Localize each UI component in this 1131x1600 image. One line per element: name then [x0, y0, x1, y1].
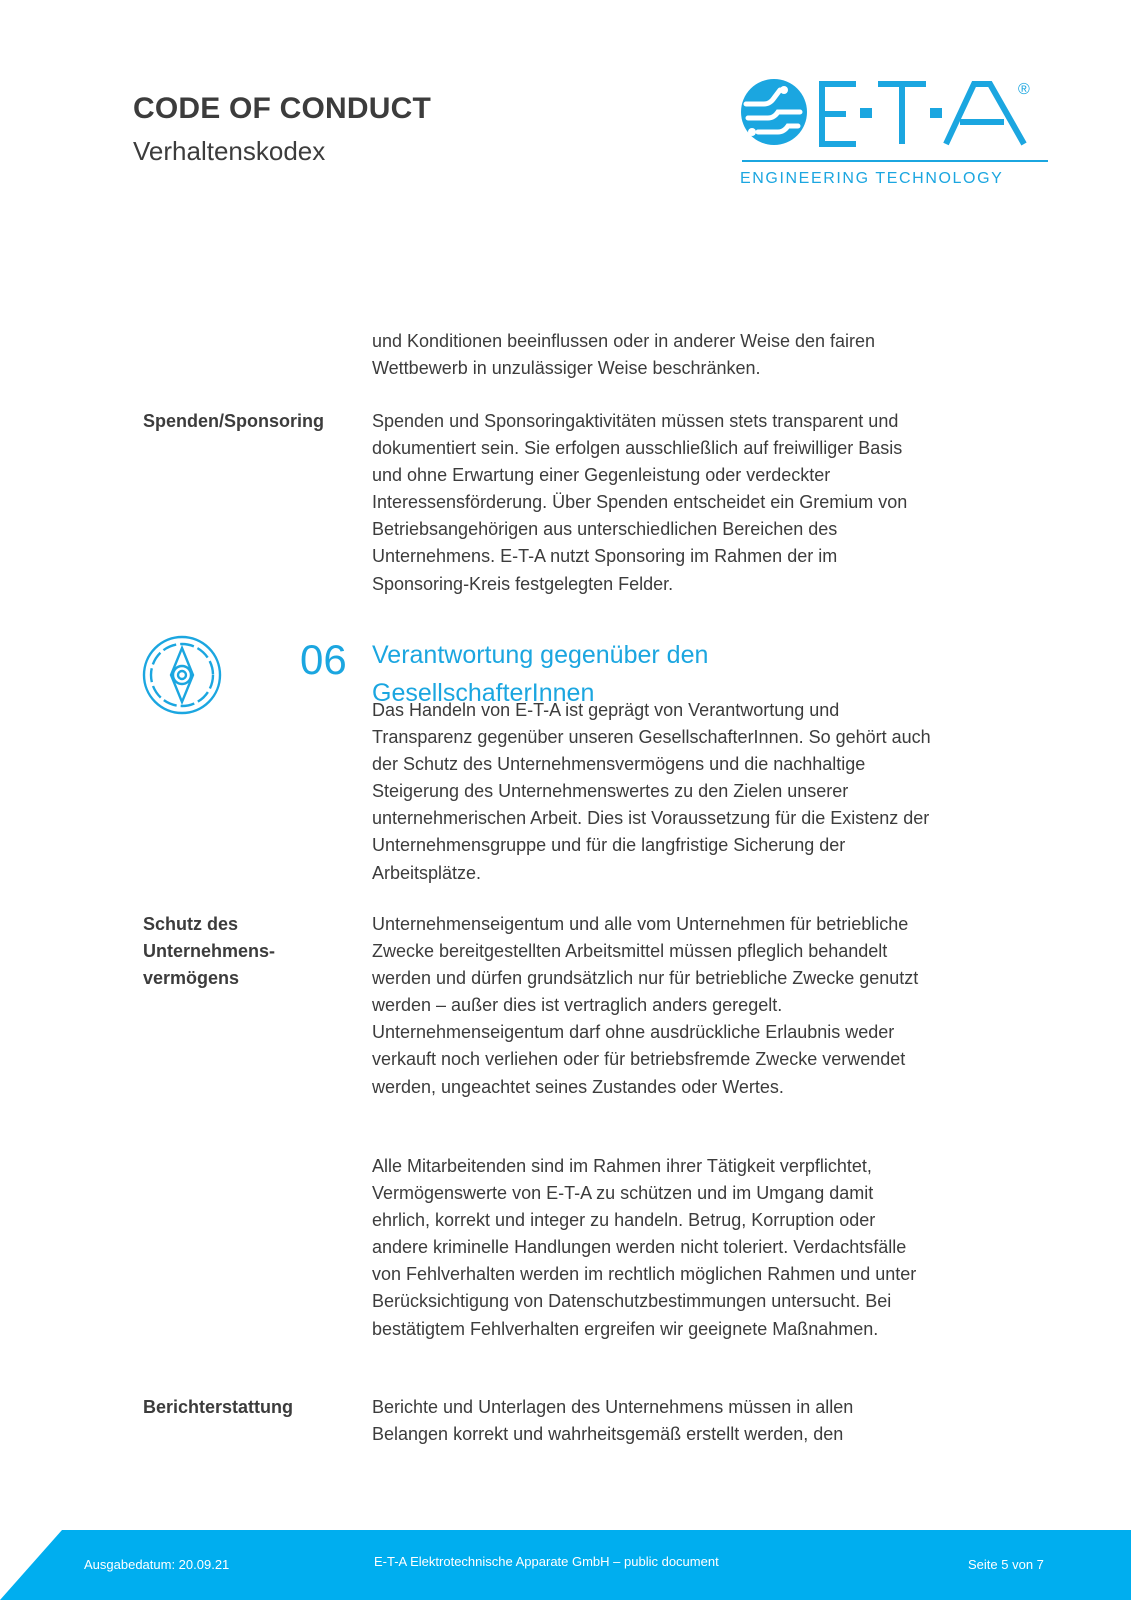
bericht-label: Berichterstattung [143, 1397, 294, 1417]
compass-icon [141, 634, 223, 716]
footer-company: E-T-A Elektrotechnische Apparate GmbH – public document [374, 1554, 719, 1569]
spenden-paragraph: Spenden und Sponsoringaktivitäten müssen stets transparent und dokumentiert sein. Sie erfolgen ausschließlich auf freiwilliger Basis und ohne Erwartung einer Gegenleistung oder verdeckter Interessensförderung. Über Spenden entscheidet ein Gremium von Betriebsangehörigen aus unterschiedlichen Bereichen des Unternehmens. E-T-A nutzt Sponsoring im Rahmen der im Sponsoring-Kreis festgelegten Felder. [372, 411, 908, 594]
circuit-emblem-icon [741, 79, 807, 145]
schutz-paragraph-2: Alle Mitarbeitenden sind im Rahmen ihrer Tätigkeit verpflichtet, Vermögenswerte von E-T-A zu schützen und im Umgang damit ehrlich, korrekt und integer zu handeln. Betrug, Korruption oder andere kriminelle Handlungen werden nicht toleriert. Verdachtsfälle von Fehlverhalten werden im rechtlich möglichen Rahmen und unter Berücksichtigung von Datenschutzbestimmungen untersucht. Bei bestätigtem Fehlverhalten ergreifen wir geeignete Maßnahmen. [372, 1156, 917, 1339]
footer-date: Ausgabedatum: 20.09.21 [84, 1557, 230, 1572]
footer-page-number: Seite 5 von 7 [968, 1557, 1044, 1572]
document-subtitle: Verhaltenskodex [133, 136, 326, 166]
section-number: 06 [300, 636, 347, 683]
logo-tagline: ENGINEERING TECHNOLOGY [740, 170, 1004, 187]
spenden-label: Spenden/Sponsoring [143, 411, 325, 431]
schutz-label: Schutz des Unternehmens- vermögens [143, 914, 276, 988]
intro-paragraph: und Konditionen beeinflussen oder in anderer Weise den fairen Wettbewerb in unzulässiger Weise beschränken. [372, 331, 876, 379]
logo-divider [742, 160, 1048, 162]
svg-text:®: ® [1018, 81, 1030, 98]
bericht-paragraph: Berichte und Unterlagen des Unternehmens müssen in allen Belangen korrekt und wahrheitsgemäß erstellt werden, den [372, 1397, 854, 1445]
document-title: CODE OF CONDUCT [133, 92, 431, 125]
section-paragraph: Das Handeln von E-T-A ist geprägt von Verantwortung und Transparenz gegenüber unseren GesellschafterInnen. So gehört auch der Schutz des Unternehmensvermögens und die nachhaltige Steigerung des Unternehmenswertes zu den Zielen unserer unternehmerischen Arbeit. Dies ist Voraussetzung für die Existenz der Unternehmensgruppe und für die langfristige Sicherung der Arbeitsplätze. [372, 700, 931, 883]
section-title: Verantwortung gegenüber den GesellschafterInnen [372, 641, 709, 707]
schutz-paragraph-1: Unternehmenseigentum und alle vom Unternehmen für betriebliche Zwecke bereitgestellten Arbeitsmittel müssen pfleglich behandelt werden und dürfen grundsätzlich nur für betriebliche Zwecke genutzt werden – außer dies ist vertraglich anders geregelt. Unternehmenseigentum darf ohne ausdrückliche Erlaubnis weder verkauft noch verliehen oder für betriebsfremde Zwecke verwendet werden, ungeachtet seines Zustandes oder Wertes. [372, 914, 919, 1097]
